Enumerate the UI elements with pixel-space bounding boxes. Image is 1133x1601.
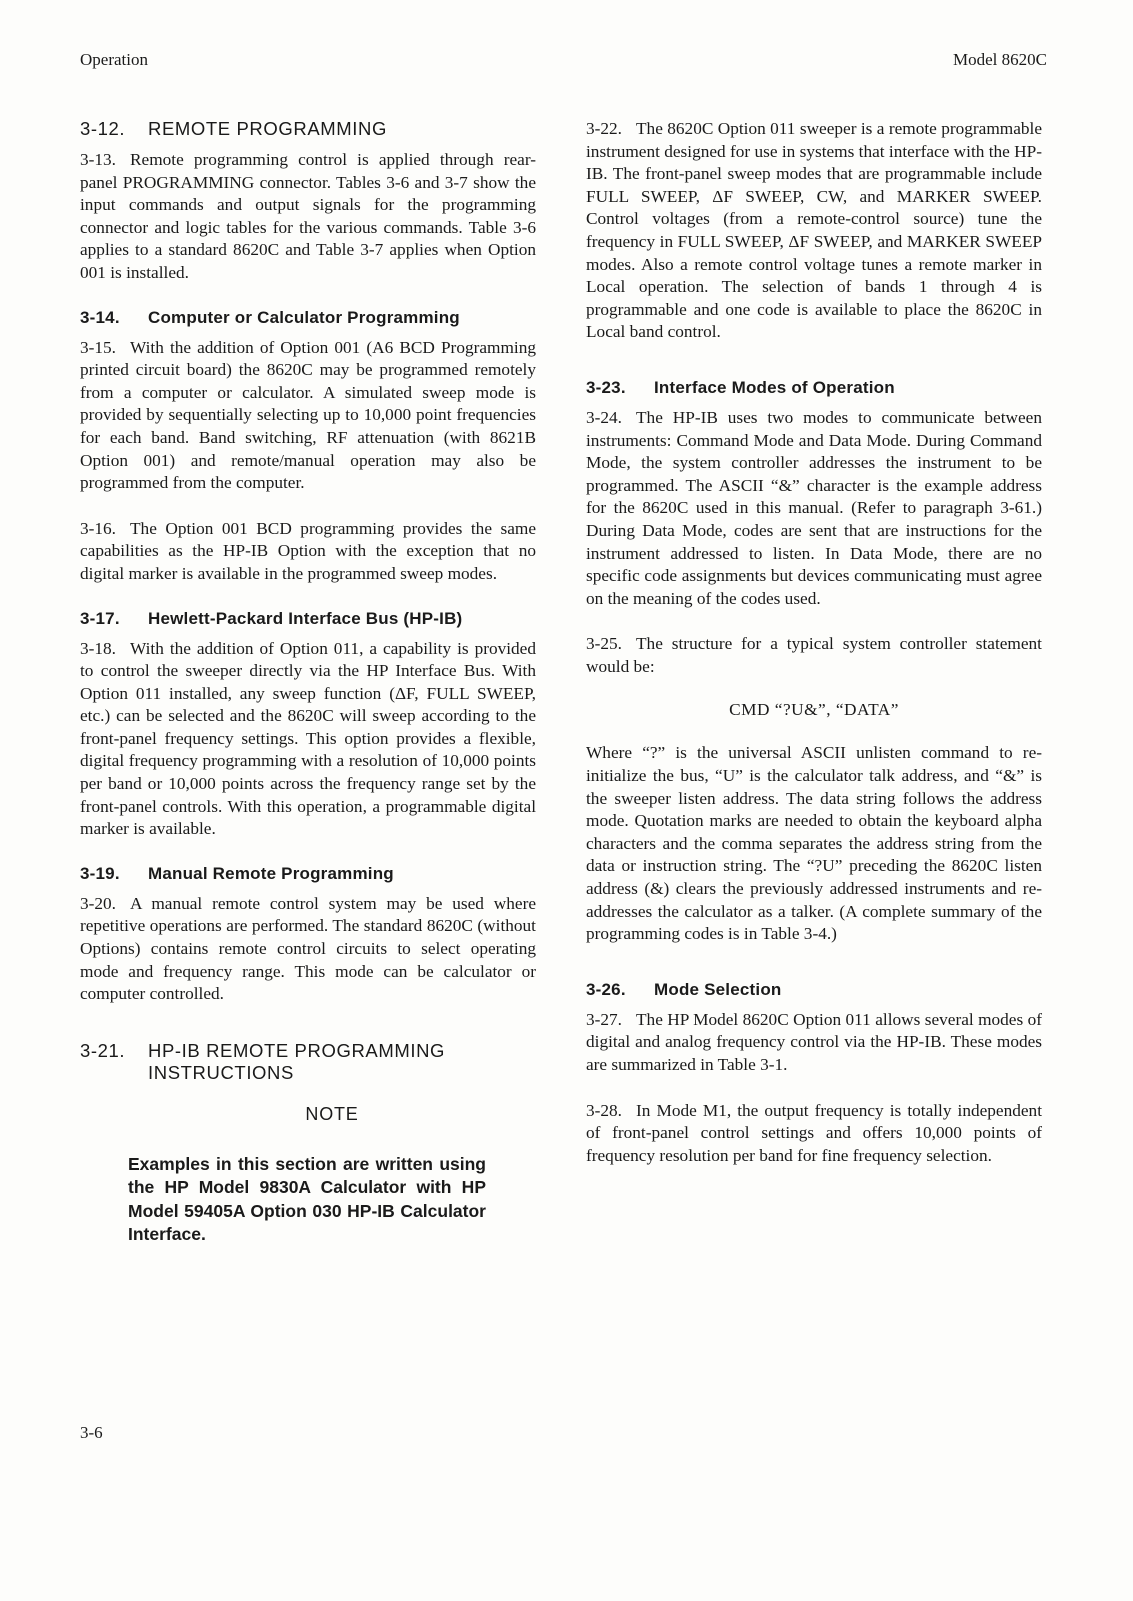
heading-number: 3-19. bbox=[80, 863, 120, 883]
heading-3-26 bbox=[586, 980, 1042, 1000]
paragraph-number: 3-15. bbox=[80, 337, 116, 357]
paragraph-3-13 bbox=[80, 149, 536, 285]
paragraph-text: The HP Model 8620C Option 011 allows several modes of digital and analog frequency control via the HP-IB. These modes are summarized in Table 3-1. bbox=[586, 1009, 1042, 1074]
paragraph-number: 3-20. bbox=[80, 893, 116, 913]
paragraph-text: In Mode M1, the output frequency is totally independent of front-panel control settings and offers 10,000 points of frequency resolution per band for fine frequency selection. bbox=[586, 1100, 1042, 1165]
paragraph-number: 3-27. bbox=[586, 1009, 622, 1029]
paragraph-number: 3-24. bbox=[586, 407, 622, 427]
paragraph-text: The HP-IB uses two modes to communicate between instruments: Command Mode and Data Mode. During Command Mode, the system controller addresses the instrument to be programmed. The ASCII “&” character is the example address for the 8620C used in this manual. (Refer to paragraph 3-61.) During Data Mode, codes are sent that are instructions for the instrument addressed to listen. In Data Mode, there are no specific code assignments but devices communicating must agree on the meaning of the codes used. bbox=[586, 407, 1042, 608]
paragraph-text: The 8620C Option 011 sweeper is a remote programmable instrument designed for use in systems that interface with the HP-IB. The front-panel sweep modes that are programmable include FULL SWEEP, ΔF SWEEP, CW, and MARKER SWEEP. Control voltages (from a remote-control source) tune the frequency in FULL SWEEP, ΔF SWEEP, and MARKER SWEEP modes. Also a remote control voltage tunes a remote marker in Local operation. The selection of bands 1 through 4 is programmable and one code is available to place the 8620C in Local band control. bbox=[586, 119, 1042, 342]
left-column bbox=[80, 118, 536, 1247]
command-example: CMD “?U&”, “DATA” bbox=[729, 700, 899, 720]
paragraph-text: The structure for a typical system controller statement would be: bbox=[586, 634, 1042, 676]
paragraph-number: 3-22. bbox=[586, 119, 622, 138]
heading-title: REMOTE PROGRAMMING bbox=[148, 118, 387, 139]
heading-number: 3-12. bbox=[80, 118, 126, 139]
heading-3-14 bbox=[80, 308, 536, 328]
heading-number: 3-26. bbox=[586, 979, 626, 999]
paragraph-3-25-continued: Where “?” is the universal ASCII unlisten command to re-initialize the bus, “U” is the calculator talk address, and “&” is the sweeper listen address. The data string follows the address mode. Quotation marks are needed to obtain the keyboard alpha characters and the comma separates the address string from the data or instruction string. The “?U” preceding the 8620C listen address (&) clears the previously addressed instruments and re-addresses the calculator as a talker. (A complete summary of the programming codes is in Table 3-4.) bbox=[586, 743, 1042, 944]
paragraph-text: With the addition of Option 001 (A6 BCD Programming printed circuit board) the 8620C may be programmed remotely from a computer or calculator. A simulated sweep mode is provided by sequentially selecting up to 10,000 point frequencies for each band. Band switching, RF attenuation (with 8621B Option 001) and remote/manual operation may also be programmed from the computer. bbox=[80, 337, 536, 493]
paragraph-number: 3-13. bbox=[80, 150, 116, 169]
paragraph-3-15 bbox=[80, 337, 536, 495]
paragraph-3-27 bbox=[586, 1009, 1042, 1077]
right-column bbox=[586, 118, 1042, 1167]
paragraph-3-22 bbox=[586, 118, 1042, 344]
heading-title: Computer or Calculator Programming bbox=[148, 307, 460, 327]
paragraph-text: The Option 001 BCD programming provides the same capabilities as the HP-IB Option with the exception that no digital marker is available in the programmed sweep modes. bbox=[80, 518, 536, 583]
paragraph-number: 3-18. bbox=[80, 638, 116, 658]
heading-title: Mode Selection bbox=[654, 979, 782, 999]
paragraph-number: 3-25. bbox=[586, 634, 622, 654]
paragraph-number: 3-16. bbox=[80, 518, 116, 538]
note-title: NOTE bbox=[305, 1103, 359, 1124]
heading-title: HP-IB REMOTE PROGRAMMING INSTRUCTIONS bbox=[148, 1039, 446, 1083]
paragraph-text: Remote programming control is applied through rear-panel PROGRAMMING connector. Tables 3-6 and 3-7 show the input commands and output signals for the programming connector and logic tables for the various commands. Table 3-6 applies to a standard 8620C and Table 3-7 applies when Option 001 is installed. bbox=[80, 150, 536, 282]
heading-number: 3-23. bbox=[586, 377, 626, 397]
heading-title: Hewlett-Packard Interface Bus (HP-IB) bbox=[148, 608, 463, 628]
paragraph-3-28 bbox=[586, 1100, 1042, 1168]
running-header-section: Operation bbox=[80, 50, 148, 69]
heading-title: Interface Modes of Operation bbox=[654, 377, 895, 397]
heading-3-12 bbox=[80, 118, 536, 140]
paragraph-3-16 bbox=[80, 518, 536, 586]
paragraph-number: 3-28. bbox=[586, 1100, 622, 1120]
note-body: Examples in this section are written using the HP Model 9830A Calculator with HP Model 59405A Option 030 HP-IB Calculator Interface. bbox=[128, 1153, 486, 1245]
heading-3-21 bbox=[80, 1040, 536, 1084]
page-number: 3-6 bbox=[80, 1423, 103, 1442]
heading-3-17 bbox=[80, 609, 536, 629]
paragraph-3-18 bbox=[80, 638, 536, 841]
running-header-model: Model 8620C bbox=[953, 50, 1047, 69]
heading-number: 3-17. bbox=[80, 608, 120, 628]
paragraph-text: With the addition of Option 011, a capability is provided to control the sweeper directly via the HP Interface Bus. With Option 011 installed, any sweep function (ΔF, FULL SWEEP, etc.) can be selected and the 8620C will sweep according to the front-panel frequency settings. This option provides a flexible, digital frequency programming with a resolution of 10,000 points per band or 10,000 points across the frequency range set by the front-panel controls. With this operation, a programmable digital marker is available. bbox=[80, 638, 536, 839]
paragraph-text: A manual remote control system may be used where repetitive operations are performed. The standard 8620C (without Options) contains remote control circuits to select operating mode and frequency range. This mode can be calculator or computer controlled. bbox=[80, 893, 536, 1004]
paragraph-3-25 bbox=[586, 633, 1042, 678]
heading-3-19 bbox=[80, 864, 536, 884]
paragraph-3-24 bbox=[586, 407, 1042, 610]
heading-title: Manual Remote Programming bbox=[148, 863, 394, 883]
paragraph-3-20 bbox=[80, 893, 536, 1006]
heading-number: 3-14. bbox=[80, 307, 120, 327]
heading-3-23 bbox=[586, 378, 1042, 398]
heading-number: 3-21. bbox=[80, 1039, 126, 1061]
